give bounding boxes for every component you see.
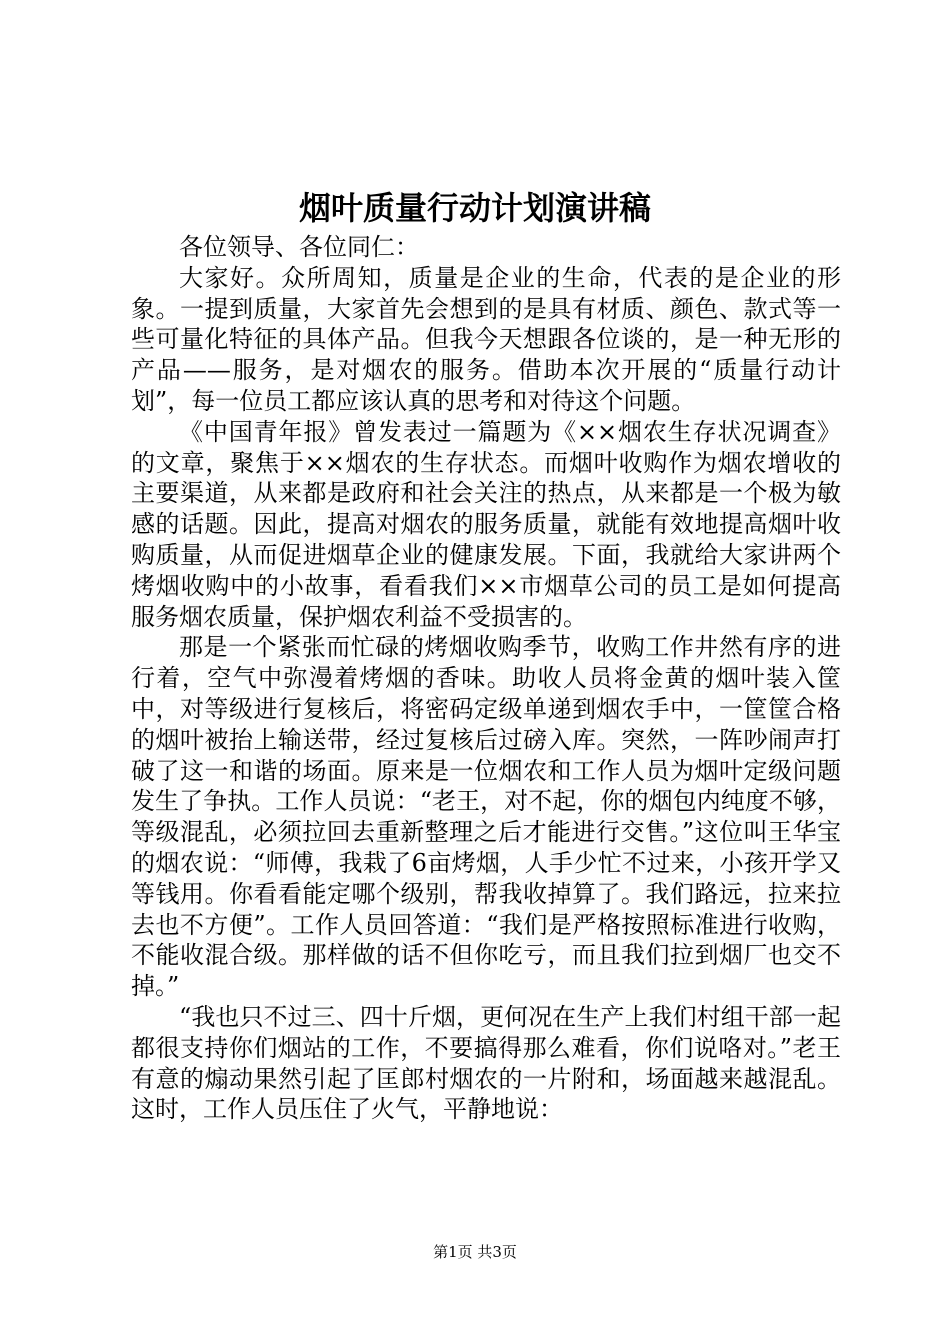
salutation: 各位领导、各位同仁：: [179, 233, 419, 261]
document-body: [131, 232, 841, 1125]
paragraph-3: 那是一个紧张而忙碌的烤烟收购季节，收购工作井然有序的进行着，空气中弥漫着烤烟的香味。助收人员将金黄的烟叶装入筐中，对等级进行复核后，将密码定级单递到烟农手中，一筐筐合格的烟叶被抬上输送带，经过复核后过磅入库。突然，一阵吵闹声打破了这一和谐的场面。原来是一位烟农和工作人员为烟叶定级问题发生了争执。工作人员说：“老王，对不起，你的烟包内纯度不够，等级混乱，必须拉回去重新整理之后才能进行交售。”这位叫王华宝的烟农说：“师傅，我栽了6亩烤烟，人手少忙不过来，小孩开学又等钱用。你看看能定哪个级别，帮我收掉算了。我们路远，拉来拉去也不方便”。工作人员回答道：“我们是严格按照标准进行收购，不能收混合级。那样做的话不但你吃亏，而且我们拉到烟厂也交不掉。”: [131, 633, 841, 1001]
paragraph-4: “我也只不过三、四十斤烟，更何况在生产上我们村组干部一起都很支持你们烟站的工作，不要搞得那么难看，你们说咯对。”老王有意的煽动果然引起了匡郎村烟农的一片附和，场面越来越混乱。这时，工作人员压住了火气，平静地说：: [131, 1002, 841, 1124]
paragraph-2: 《中国青年报》曾发表过一篇题为《××烟农生存状况调查》的文章，聚焦于××烟农的生存状态。而烟叶收购作为烟农增收的主要渠道，从来都是政府和社会关注的热点，从来都是一个极为敏感的话题。因此，提高对烟农的服务质量，就能有效地提高烟叶收购质量，从而促进烟草企业的健康发展。下面，我就给大家讲两个烤烟收购中的小故事，看看我们××市烟草公司的员工是如何提高服务烟农质量，保护烟农利益不受损害的。: [131, 417, 841, 631]
page-footer: 第1页 共3页: [433, 1243, 517, 1261]
paragraph-1: 大家好。众所周知，质量是企业的生命，代表的是企业的形象。一提到质量，大家首先会想到的是具有材质、颜色、款式等一些可量化特征的具体产品。但我今天想跟各位谈的，是一种无形的产品——服务，是对烟农的服务。借助本次开展的“质量行动计划”，每一位员工都应该认真的思考和对待这个问题。: [131, 263, 841, 415]
document-title: 烟叶质量行动计划演讲稿: [298, 189, 651, 227]
